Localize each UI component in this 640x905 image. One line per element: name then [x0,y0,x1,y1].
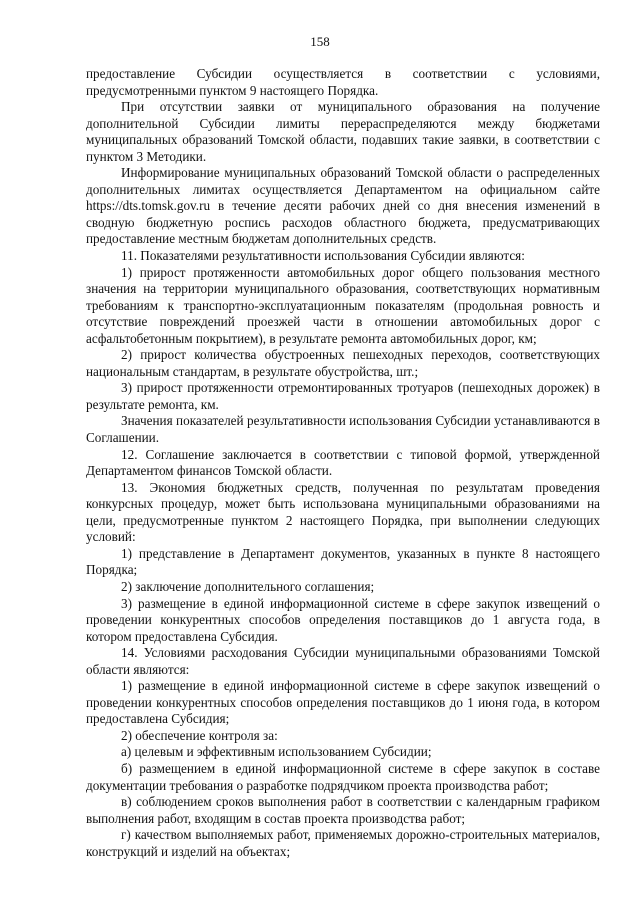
paragraph-14-item-2: 2) обеспечение контроля за: [121,727,278,743]
paragraph-no-application: При отсутствии заявки от муниципального образования на получение дополнительной Субсидии лимиты перераспределяются между бюджетами муниципальных образований Томской области, подавших такие заявки, в соответствии с пунктом 3 Методики. [86,99,600,164]
paragraph-11-item-3: 3) прирост протяженности отремонтированных тротуаров (пешеходных дорожек) в результате ремонта, км. [86,380,600,412]
paragraph-14-item-2g: г) качеством выполняемых работ, применяемых дорожно-строительных материалов, конструкций и изделий на объектах; [86,827,600,859]
paragraph-14-item-1: 1) размещение в единой информационной системе в сфере закупок извещений о проведении конкурентных способов определения поставщиков до 1 июня года, в котором предоставлена Субсидия; [86,678,600,727]
paragraph-13: 13. Экономия бюджетных средств, полученная по результатам проведения конкурсных процедур, может быть использована муниципальными образованиями на цели, предусмотренные пунктом 2 настоящего Порядка, при выполнении следующих условий: [86,479,600,545]
document-body [86,66,600,860]
paragraph-14-item-2v: в) соблюдением сроков выполнения работ в соответствии с календарным графиком выполнения работ, входящим в состав проекта производства работ; [86,794,600,826]
paragraph-14-item-2b: б) размещением в единой информационной системе в сфере закупок в составе документации требования о разработке подрядчиком проекта производства работ; [86,760,600,793]
paragraph-continuation: предоставление Субсидии осуществляется в соответствии с условиями, предусмотренными пунктом 9 настоящего Порядка. [86,66,600,98]
paragraph-11-heading: 11. Показателями результативности использования Субсидии являются: [121,248,525,264]
paragraph-14-item-2a: а) целевым и эффективным использованием Субсидии; [121,744,432,760]
paragraph-12: 12. Соглашение заключается в соответствии с типовой формой, утвержденной Департаментом финансов Томской области. [86,446,600,479]
paragraph-informing: Информирование муниципальных образований Томской области о распределенных дополнительных лимитах осуществляется Департаментом на официальном сайте https://dts.tomsk.gov.ru в течение десяти рабочих дней со дня внесения изменений в сводную бюджетную роспись расходов областного бюджета, предусматривающих предоставление местным бюджетам дополнительных средств. [86,165,600,247]
paragraph-indicator-values: Значения показателей результативности использования Субсидии устанавливаются в Соглашении. [86,413,600,446]
paragraph-11-item-2: 2) прирост количества обустроенных пешеходных переходов, соответствующих национальным стандартам, в результате обустройства, шт.; [86,347,600,379]
paragraph-11-item-1: 1) прирост протяженности автомобильных дорог общего пользования местного значения на территории муниципального образования, соответствующих нормативным требованиям к транспортно-эксплуатационным показателям (продольная ровность и отсутствие повреждений проезжей части в отношении автомобильных дорог с асфальтобетонным покрытием), в результате ремонта автомобильных дорог, км; [86,264,600,346]
paragraph-13-item-1: 1) представление в Департамент документов, указанных в пункте 8 настоящего Порядка; [86,545,600,578]
paragraph-14: 14. Условиями расходования Субсидии муниципальными образованиями Томской области являются: [86,645,600,677]
paragraph-13-item-2: 2) заключение дополнительного соглашения; [121,578,375,594]
paragraph-13-item-3: 3) размещение в единой информационной системе в сфере закупок извещений о проведении конкурентных способов определения поставщиков до 1 августа года, в котором предоставлена Субсидия. [86,595,600,644]
page-number: 158 [310,34,330,49]
